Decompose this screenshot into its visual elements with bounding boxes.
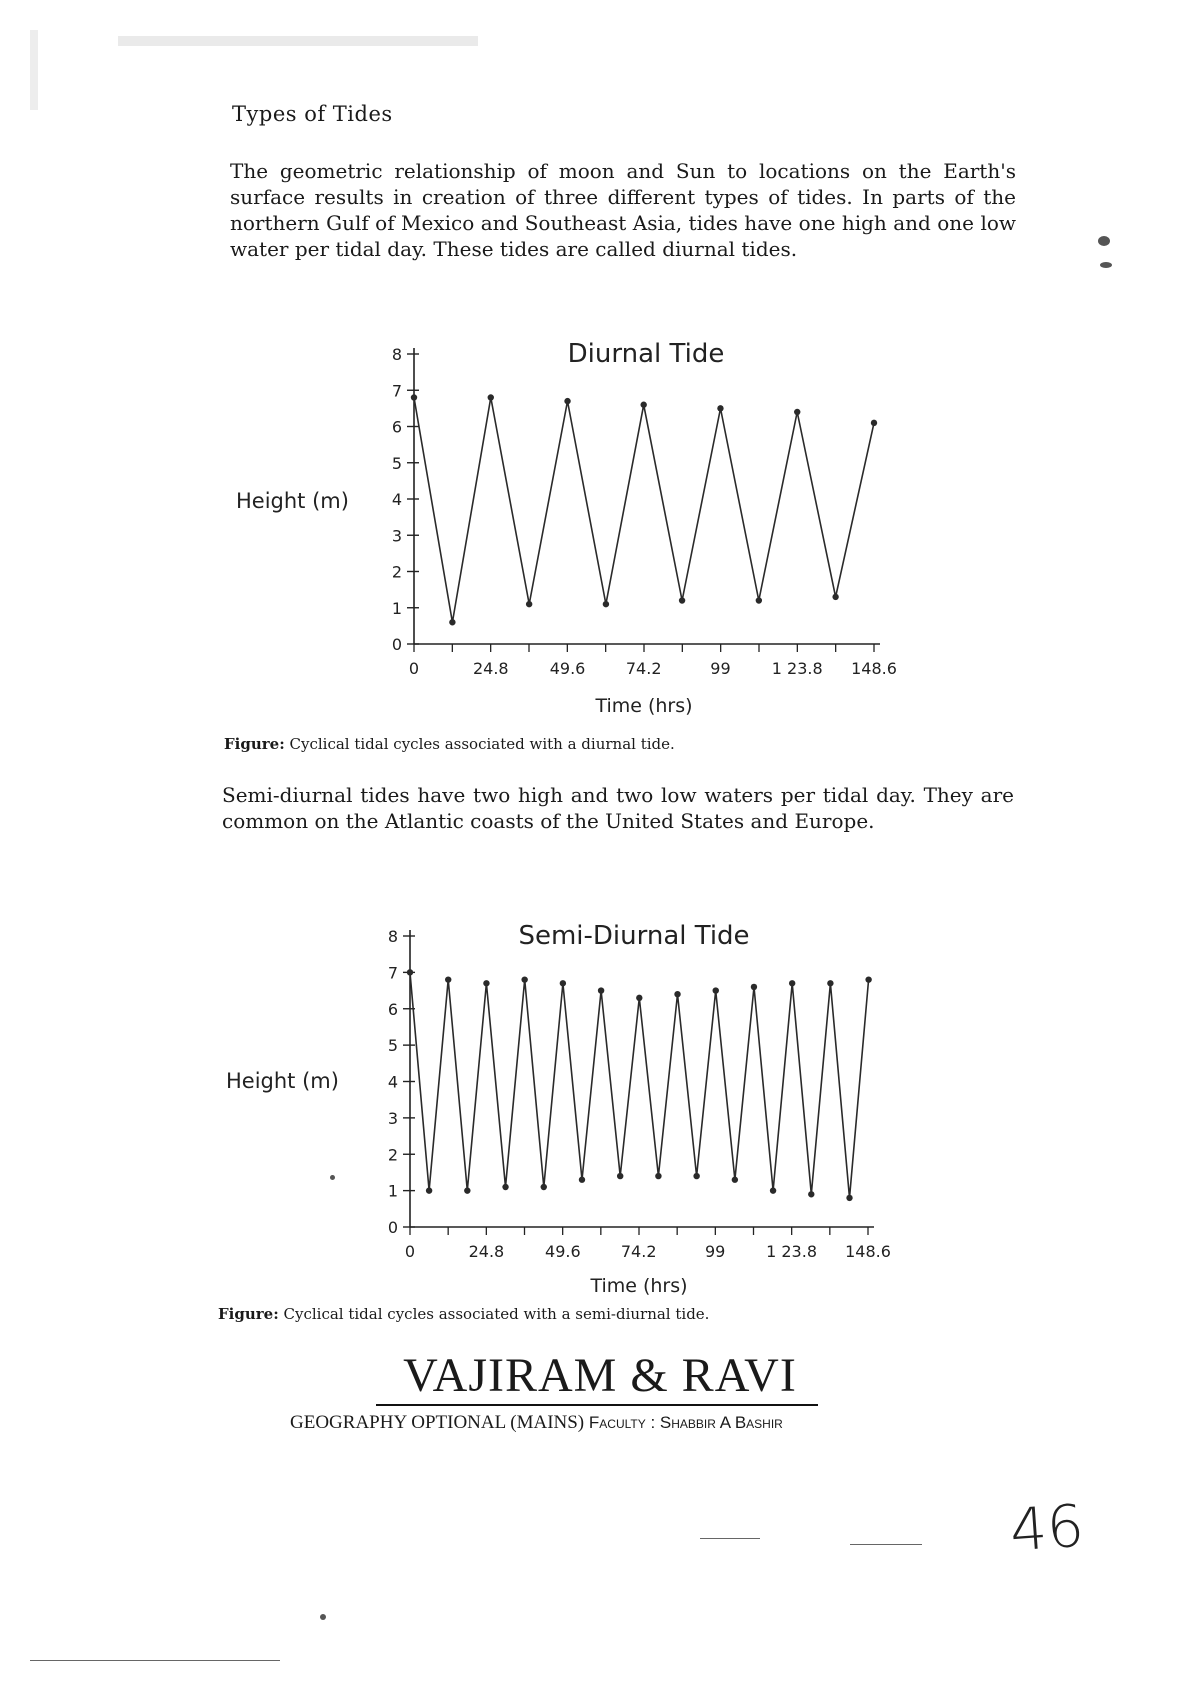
data-point: [541, 1184, 547, 1190]
y-axis-label: Height (m): [236, 489, 349, 513]
y-tick-label: 3: [387, 1108, 398, 1128]
x-tick-label: 49.6: [549, 659, 586, 678]
data-point: [636, 995, 642, 1001]
data-point: [827, 980, 833, 986]
x-tick-label: 1 23.8: [766, 1242, 818, 1261]
faculty-name: Faculty : Shabbir A Bashir: [588, 1413, 783, 1432]
x-tick-label: 1 23.8: [771, 659, 823, 678]
data-point: [560, 980, 566, 986]
x-tick-label: 99: [710, 659, 731, 678]
data-point: [713, 987, 719, 993]
data-point: [449, 619, 455, 625]
handwritten-page-number: 46: [1007, 1491, 1087, 1565]
y-tick-label: 4: [387, 1072, 398, 1092]
y-tick-label: 0: [391, 635, 402, 654]
data-point: [871, 420, 877, 426]
x-axis-label: Time (hrs): [590, 1275, 688, 1297]
x-tick-label: 148.6: [845, 1242, 891, 1261]
y-tick-label: 6: [391, 417, 402, 437]
figure-label: Figure:: [218, 1305, 279, 1323]
figure-caption-text: Cyclical tidal cycles associated with a diurnal tide.: [284, 735, 675, 753]
brand-underline: [376, 1404, 818, 1406]
data-point: [794, 409, 800, 415]
scan-speck: [1098, 236, 1110, 246]
data-point: [770, 1187, 776, 1193]
data-point: [674, 991, 680, 997]
data-point: [526, 601, 532, 607]
data-point: [617, 1173, 623, 1179]
y-tick-label: 6: [387, 999, 398, 1019]
figure-label: Figure:: [224, 735, 285, 753]
x-tick-label: 49.6: [545, 1242, 581, 1261]
bottom-rule: [30, 1660, 280, 1661]
data-point: [579, 1177, 585, 1183]
x-tick-label: 74.2: [620, 1242, 657, 1261]
y-tick-label: 8: [391, 345, 402, 364]
data-point: [846, 1195, 852, 1201]
y-tick-label: 2: [387, 1145, 398, 1165]
y-tick-label: 3: [391, 526, 402, 546]
data-point: [445, 976, 451, 982]
scan-speck: [1100, 262, 1112, 268]
x-tick-label: 148.6: [851, 659, 897, 678]
y-tick-label: 8: [387, 927, 398, 946]
data-point: [640, 402, 646, 408]
intro-paragraph: The geometric relationship of moon and Sun to locations on the Earth's surface results in creation of three different types of tides. In parts of the northern Gulf of Mexico and Southeast Asia, tides have one high and one low water per tidal day. These tides are called diurnal tides.: [230, 159, 1016, 261]
brand-name: VAJIRAM & RAVI: [403, 1349, 797, 1402]
figure-caption-semi-diurnal: [218, 1305, 709, 1323]
x-tick-label: 24.8: [468, 1242, 505, 1261]
x-tick-label: 99: [704, 1242, 726, 1261]
data-point: [655, 1173, 661, 1179]
data-point: [564, 398, 570, 404]
section-heading: Types of Tides: [232, 102, 393, 126]
y-tick-label: 2: [391, 562, 402, 582]
data-point: [407, 969, 413, 975]
scan-smudge: [118, 36, 478, 46]
x-axis-label: Time (hrs): [595, 695, 693, 717]
data-point: [598, 987, 604, 993]
y-tick-label: 7: [391, 381, 402, 401]
course-title: GEOGRAPHY OPTIONAL (MAINS): [290, 1412, 585, 1433]
scan-speck: [330, 1175, 335, 1180]
tide-series-line: [410, 972, 869, 1198]
y-axis-label: Height (m): [226, 1069, 339, 1093]
data-point: [717, 405, 723, 411]
y-tick-label: 5: [391, 453, 402, 473]
y-tick-label: 5: [387, 1036, 398, 1056]
y-tick-label: 4: [391, 490, 402, 509]
figure-caption-diurnal: [224, 735, 675, 753]
data-point: [732, 1177, 738, 1183]
data-point: [483, 980, 489, 986]
data-point: [679, 597, 685, 603]
x-tick-label: 24.8: [472, 659, 509, 678]
data-point: [464, 1187, 470, 1193]
data-point: [411, 394, 417, 400]
chart-title: Semi-Diurnal Tide: [518, 921, 750, 951]
data-point: [789, 980, 795, 986]
semi-diurnal-paragraph: Semi-diurnal tides have two high and two low waters per tidal day. They are common on the Atlantic coasts of the United States and Europe.: [222, 783, 1014, 833]
stray-mark: [850, 1544, 922, 1545]
tide-series-line: [414, 398, 874, 623]
y-tick-label: 1: [391, 598, 402, 618]
data-point: [756, 597, 762, 603]
x-tick-label: 74.2: [625, 659, 662, 678]
data-point: [832, 594, 838, 600]
data-point: [521, 976, 527, 982]
data-point: [488, 394, 494, 400]
data-point: [865, 976, 871, 982]
data-point: [751, 984, 757, 990]
x-tick-label: 0: [404, 1242, 416, 1261]
data-point: [502, 1184, 508, 1190]
brand-subtitle: [290, 1412, 783, 1434]
scan-speck: [320, 1614, 326, 1620]
figure-caption-text: Cyclical tidal cycles associated with a semi-diurnal tide.: [278, 1305, 710, 1323]
x-tick-label: 0: [408, 659, 420, 678]
stray-mark: [700, 1538, 760, 1539]
y-tick-label: 7: [387, 963, 398, 983]
data-point: [603, 601, 609, 607]
data-point: [808, 1191, 814, 1197]
y-tick-label: 1: [387, 1181, 398, 1201]
y-tick-label: 0: [387, 1218, 398, 1237]
data-point: [426, 1187, 432, 1193]
data-point: [693, 1173, 699, 1179]
scan-smudge: [30, 30, 38, 110]
chart-title: Diurnal Tide: [567, 339, 725, 369]
